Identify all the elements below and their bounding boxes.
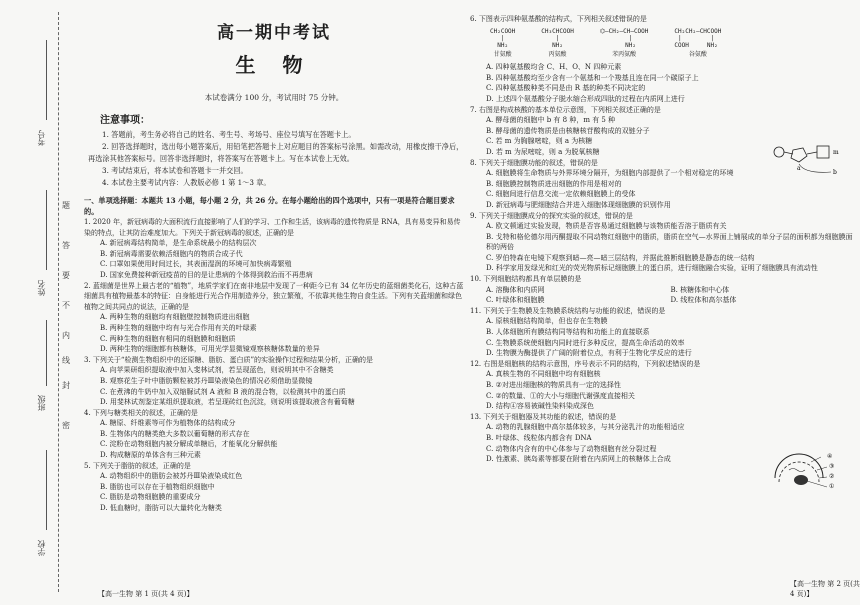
- option: D. 若 m 为尿嘧啶，则 a 为脱氧核糖: [486, 147, 600, 156]
- seal-dash-line: [58, 12, 59, 592]
- cell-label: ③: [829, 463, 835, 470]
- notice-heading: 注意事项：: [100, 115, 150, 126]
- exam-subject: 生 物: [235, 53, 313, 77]
- exam-info: 本试卷满分 100 分，考试用时 75 分钟。: [204, 93, 344, 102]
- footer-page-1: 【高一生物 第 1 页(共 4 页)】: [98, 590, 194, 598]
- nuc-label-b: b: [833, 169, 837, 176]
- option: A. 酵母菌的细胞中 b 有 8 种，m 有 5 种: [486, 116, 616, 125]
- left-column: [84, 0, 464, 605]
- option: A. 欧文顿通过实验发现，物质是否容易通过细胞膜与该物质能否溶于脂质有关: [486, 222, 727, 231]
- kaohao-line: [46, 40, 47, 120]
- option: C. 口罩如果使用时间过长，其表面湿润的环境可加快病毒繁殖: [100, 260, 292, 269]
- kaohao-label: 考号: [37, 130, 46, 146]
- question: [470, 211, 855, 275]
- option: C. 淀粉在动物细胞内被分解成单糖后，才能氧化分解供能: [100, 440, 278, 449]
- question-stem: 11. 下列关于生物膜及生物膜系统结构与功能的叙述，错误的是: [470, 306, 666, 315]
- option: A. 两种生物的细胞均有细胞壁控制物质进出细胞: [100, 313, 250, 322]
- amino-acid: CH₂COOH | NH₂ 甘氨酸: [490, 27, 516, 58]
- option: C. 动物体内含有的中心体参与了动物细胞有丝分裂过程: [486, 444, 657, 453]
- xingming-line: [46, 190, 47, 270]
- option: B. 细胞膜控制物质进出细胞的作用是相对的: [486, 179, 622, 188]
- option: D. 上述四个氨基酸分子脱水缩合形成四肽的过程在内质网上进行: [486, 94, 685, 103]
- option: C. 在煮沸的牛奶中加入双缩脲试剂 A 液和 B 液的混合物，以检测其中的蛋白质: [100, 387, 346, 396]
- xingming-label: 姓名: [37, 280, 46, 296]
- option: C. 若 m 为胸腺嘧啶，则 a 为核糖: [486, 137, 593, 146]
- option: D. 生物膜为酶提供了广阔的附着位点，有利于生物化学反应的进行: [486, 349, 692, 358]
- question-stem: 9. 下列关于细胞膜成分的探究实验的叙述，错误的是: [470, 211, 633, 220]
- left-question-list: [84, 217, 464, 514]
- notice-item: 4. 本试卷主要考试内容：人教版必修 1 第 1～3 章。: [102, 178, 271, 187]
- question-stem: 12. 右图是细胞核的结构示意图，序号表示不同的结构，下列叙述错误的是: [470, 359, 701, 368]
- question: [84, 355, 464, 408]
- option: B. ②对进出细胞核的物质具有一定的选择性: [486, 381, 621, 389]
- cell-label: ④: [827, 453, 833, 460]
- footer-page-2: 【高一生物 第 2 页(共 4 页)】: [790, 580, 860, 598]
- seal-char: 要: [62, 271, 70, 280]
- seal-char: 密: [62, 421, 70, 430]
- option: B. 酵母菌的遗传物质是由核糖核苷酸构成的双链分子: [486, 126, 650, 135]
- question-stem: 8. 下列关于细胞膜功能的叙述，错误的是: [470, 158, 598, 167]
- nucleotide-figure: [771, 142, 851, 178]
- option: D. 线粒体和高尔基体: [670, 296, 737, 305]
- notice-item: 3. 考试结束后，将本试卷和答题卡一并交回。: [102, 166, 248, 175]
- option: A. 新冠病毒结构简单，是生命系统最小的结构层次: [100, 239, 257, 248]
- question: [84, 461, 464, 514]
- option: D. 新冠病毒与肥细胞结合并进入细胞体现细胞膜的识别作用: [486, 200, 671, 209]
- question: [84, 408, 464, 461]
- option: D. 性激素、胰岛素等都要在附着在内质网上的核糖体上合成: [486, 455, 671, 464]
- seal-char: 不: [62, 301, 70, 310]
- seal-char: 内: [62, 331, 70, 340]
- option: C. 两种生物的细胞有相同的细胞膜和细胞质: [100, 334, 236, 343]
- seal-char: 封: [62, 381, 70, 390]
- option: C. ②的数量、①的大小与细胞代谢强度直接相关: [486, 391, 635, 400]
- option: B. 脂肪也可以存在于植物组织细胞中: [100, 482, 215, 491]
- option: C. 生物膜系统使细胞内同时进行多种反应，提高生命活动的效率: [486, 338, 685, 347]
- nuc-label-m: m: [833, 149, 839, 156]
- option: A. 四种氨基酸均含 C、H、O、N 四种元素: [486, 63, 622, 72]
- option: C. 罗伯特森在电镜下观察到暗—亮—暗三层结构，并据此推断细胞膜是静态的统一结构: [486, 253, 755, 262]
- option: D. 两种生物的细胞都有核糖体，可用光学显微镜观察核糖体数量的差异: [100, 345, 320, 354]
- xuexiao-label: 学校: [37, 540, 46, 556]
- question-stem: 6. 下图表示四种氨基酸的结构式，下列相关叙述错误的是: [470, 15, 647, 23]
- question-stem: 3. 下列关于“检测生物组织中的还原糖、脂肪、蛋白质”的实验操作过程和结果分析，正确的是: [84, 355, 374, 364]
- option: B. 核糖体和中心体: [670, 285, 730, 294]
- option: D. 结构④容易被碱性染料染成深色: [486, 402, 594, 411]
- question-10: [470, 274, 855, 306]
- question-stem: 1. 2020 年，新冠病毒的大面积流行直接影响了人们的学习、工作和生活，该病毒的遗传物质是 RNA，具有易变异和易传染的特点，让其防治难度加大。下列关于新冠病毒的叙述，正确的是: [84, 218, 461, 237]
- nucleus-figure: [771, 448, 841, 503]
- right-question-list: [470, 105, 855, 275]
- question-stem: 7. 右图是构成核酸的基本单位示意图，下列相关叙述正确的是: [470, 105, 661, 114]
- banji-line: [46, 320, 47, 386]
- question-stem: 2. 蓝细菌是世界上最古老的“植物”，地质学家们在南非地层中发现了一种距今已有 34 亿年历史的蓝细菌类化石，这种古蓝细菌具有植物最基本的特征：自身能进行光合作用制造养分，独立繁殖，不依靠其他生物自食生活。下列有关蓝细菌和绿色植物之间共同点的说法，正确的是: [84, 281, 464, 311]
- option: D. 低血糖时，脂肪可以大量转化为糖类: [100, 504, 222, 513]
- option: B. 观察花生子叶中脂肪颗粒被苏丹Ⅲ染液染色的情况必须借助显微镜: [100, 376, 313, 385]
- question-6: [470, 14, 855, 105]
- option: A. 向苹果研组织提取液中加入斐林试剂，若呈现蓝色，则说明其中不含糖类: [100, 366, 334, 375]
- amino-acid: CH₃CHCOOH | NH₂ 丙氨酸: [541, 27, 574, 58]
- section-heading: 一、单项选择题：本题共 13 小题，每小题 2 分，共 26 分。在每小题给出的四个选项中，只有一项是符合题目要求的。: [84, 196, 455, 216]
- option: C. 叶绿体和细胞膜: [486, 296, 545, 305]
- option: B. 叶绿体、线粒体内都含有 DNA: [486, 433, 592, 442]
- option: D. 用斐林试剂鉴定某组织提取液，若呈现砖红色沉淀，则说明该提取液含有葡萄糖: [100, 398, 355, 407]
- notice-item: 1. 答题前，考生务必将自己的姓名、考生号、考场号、座位号填写在答题卡上。: [102, 130, 356, 139]
- cell-label: ②: [829, 473, 835, 480]
- option: B. 四种氨基酸均至少含有一个氨基和一个羧基且连在同一个碳原子上: [486, 73, 699, 82]
- option: A. 糖原、纤维素等可作为植物体的结构成分: [100, 419, 236, 428]
- binding-strip: [0, 0, 80, 605]
- nuc-label-a: a: [797, 165, 801, 172]
- option: B. 人体细胞所有膜结构同等结构和功能上的直接联系: [486, 328, 650, 337]
- seal-char: 线: [62, 356, 70, 365]
- question-stem: 13. 下列关于细胞器及其功能的叙述，错误的是: [470, 412, 617, 421]
- question: [470, 306, 855, 359]
- option: D. 构成糖原的单体含有三种元素: [100, 451, 201, 460]
- option: A. 细胞膜将生命物质与外界环境分隔开，为细胞内部提供了一个相对稳定的环境: [486, 169, 734, 178]
- option: A. 动物的乳腺细胞中高尔基体较多，与其分泌乳汁的功能相适应: [486, 423, 685, 432]
- question-stem: 10. 下列细胞结构都具有单层膜的是: [470, 275, 582, 284]
- question: [470, 359, 855, 412]
- question-stem: 4. 下列与糖类相关的叙述，正确的是: [84, 408, 198, 417]
- option: A. 动物组织中的脂肪会被苏丹Ⅲ染液染成红色: [100, 472, 243, 481]
- cell-label: ①: [829, 483, 835, 490]
- option: C. 四种氨基酸种类不同是由 R 基的种类不同决定的: [486, 84, 646, 93]
- option: B. 生物体内的糖类绝大多数以葡萄糖的形式存在: [100, 429, 250, 438]
- xuexiao-line: [46, 450, 47, 530]
- option: D. 科学家用发绿光和红光的荧光物质标记细胞膜上的蛋白质，进行细胞融合实验，证明了细胞膜具有流动性: [486, 264, 818, 273]
- option: B. 戈特和格伦德尔用丙酮提取不同动物红细胞中的脂质，脂质在空气—水界面上铺展成的单分子层的面积都为细胞膜面积的两倍: [486, 232, 853, 252]
- amino-acid-figure: [470, 28, 855, 61]
- right-question-list-2: [470, 306, 855, 465]
- right-column: [470, 0, 855, 605]
- option: B. 新冠病毒需要依赖活细胞内的物质合成子代: [100, 249, 243, 258]
- amino-acid: CH₂CH₂—CHCOOH | | COOH NH₂ 谷氨酸: [674, 27, 722, 58]
- question: [84, 281, 464, 355]
- question-stem: 5. 下列关于脂肪的叙述，正确的是: [84, 461, 191, 470]
- notice-item: 2. 回答选择题时，选出每小题答案后，用铅笔把答题卡上对应题目的答案标号涂黑。如需改动，用橡皮擦干净后，再选涂其他答案标号。回答非选择题时，将答案写在答题卡上。写在本试卷上无效。: [88, 142, 464, 163]
- question: [84, 217, 464, 281]
- amino-acid: ⌬—CH₂—CH—COOH | NH₂ 苯丙氨酸: [599, 27, 649, 58]
- option: C. 细胞间进行信息交流一定依赖细胞膜上的受体: [486, 190, 636, 199]
- option: D. 国家免费接种新冠疫苗的目的是让患病的个体得到救治而不再患病: [100, 270, 313, 279]
- option: C. 脂肪是动物细胞膜的重要成分: [100, 493, 201, 502]
- seal-char: 答: [62, 241, 70, 250]
- option: B. 两种生物的细胞中均有与光合作用有关的叶绿素: [100, 323, 257, 332]
- exam-title: 高一期中考试: [217, 23, 331, 43]
- option: A. 溶酶体和内质网: [486, 285, 545, 294]
- banji-label: 班级: [37, 395, 46, 411]
- option: A. 原核细胞结构简单，但也存在生物膜: [486, 317, 608, 326]
- seal-char: 题: [62, 201, 70, 210]
- option: A. 真核生物的不同细胞中均有细胞核: [486, 370, 601, 379]
